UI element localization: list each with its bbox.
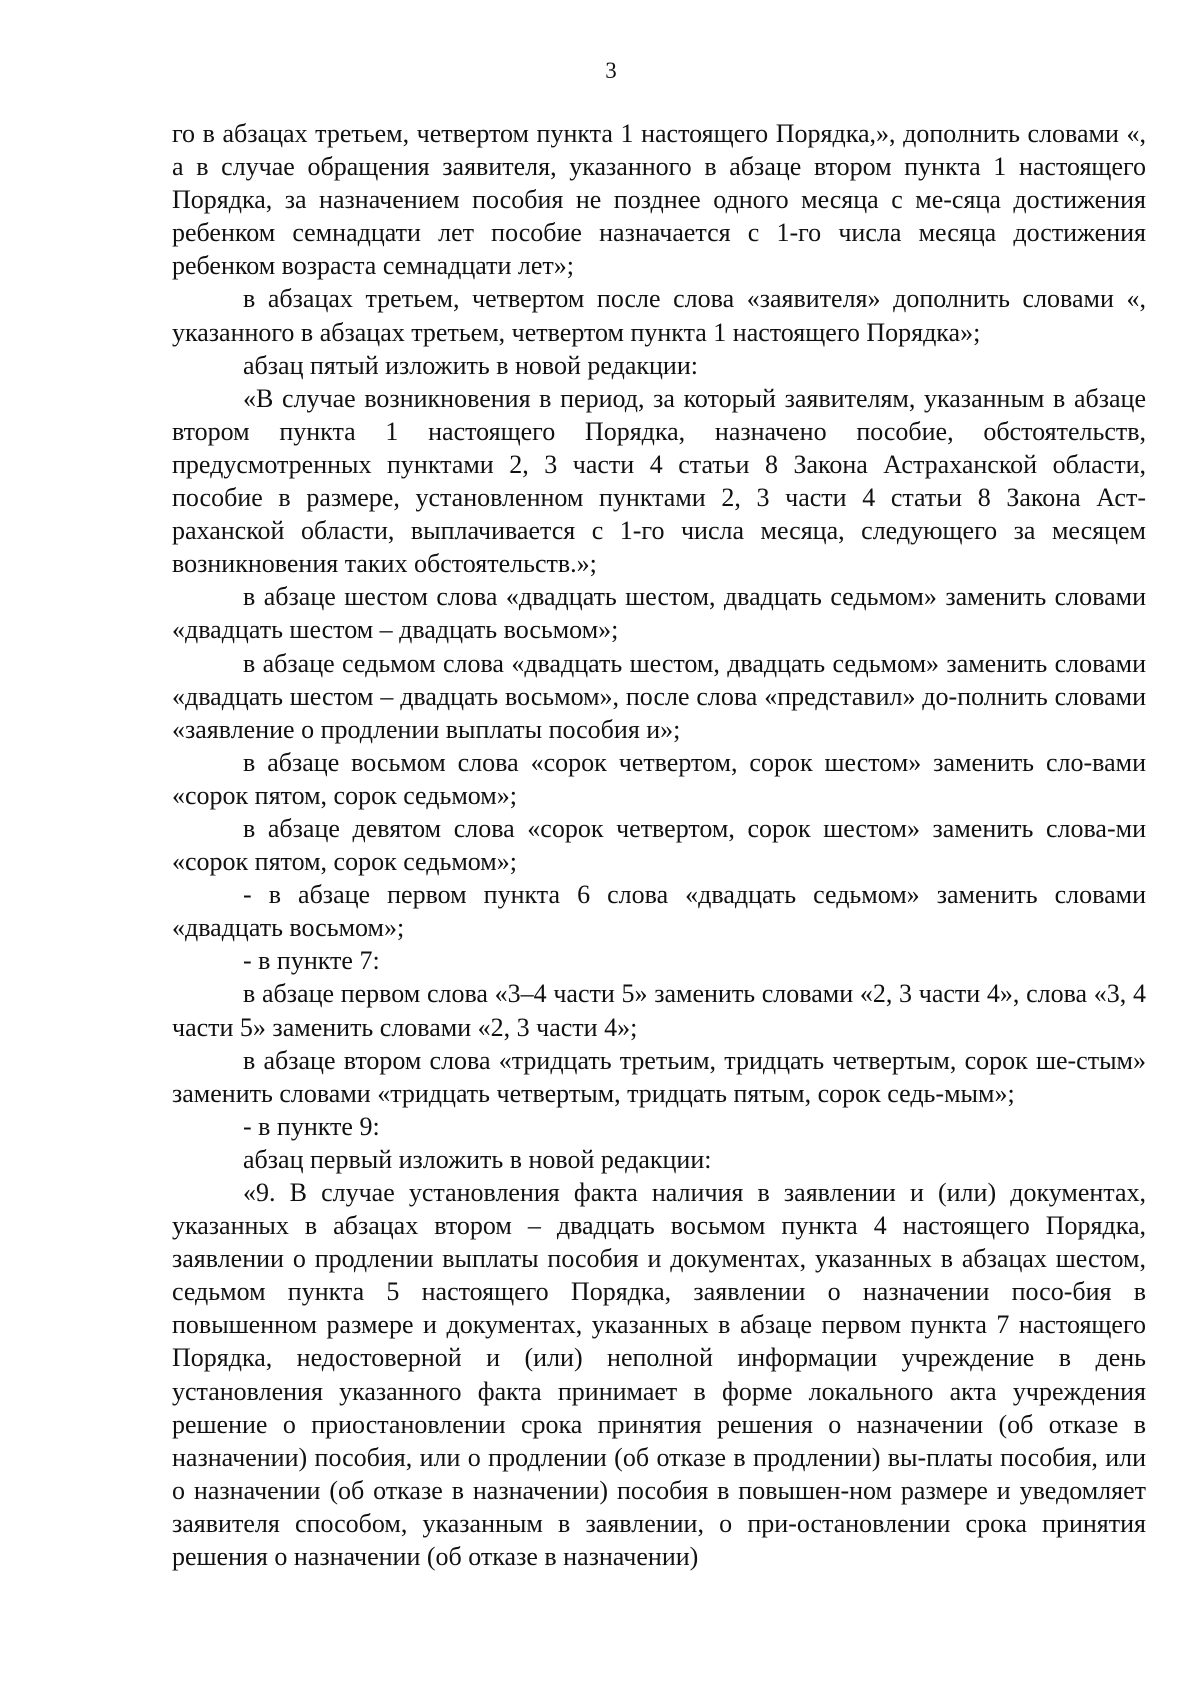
paragraph: в абзаце восьмом слова «сорок четвертом, сорок шестом» заменить сло-вами «сорок пятом, сорок седьмом»; [172,747,1146,810]
paragraph: - в пункте 7: [243,946,380,976]
paragraph: в абзаце первом слова «3–4 части 5» заменить словами «2, 3 части 4», слова «3, 4 части 5» заменить словами «2, 3 части 4»; [172,979,1146,1042]
page-number: 3 [605,58,617,83]
paragraph: «В случае возникновения в период, за который заявителям, указанным в абзаце втором пункта 1 настоящего Порядка, назначено пособие, обстоятельств, предусмотренных пунктами 2, 3 части 4 статьи 8 Закона Астраханской области, пособие в размере, установленном пунктами 2, 3 части 4 статьи 8 Закона Аст-раханской области, выплачивается с 1-го числа месяца, следующего за месяцем возникновения таких обстоятельств.»; [172,383,1146,579]
paragraph: в абзаце девятом слова «сорок четвертом, сорок шестом» заменить слова-ми «сорок пятом, сорок седьмом»; [172,813,1146,877]
paragraph: абзац пятый изложить в новой редакции: [243,350,698,380]
paragraph: в абзаце шестом слова «двадцать шестом, двадцать седьмом» заменить словами «двадцать шестом – двадцать восьмом»; [172,582,1146,645]
paragraph: в абзаце седьмом слова «двадцать шестом, двадцать седьмом» заменить словами «двадцать шестом – двадцать восьмом», после слова «представил» до-полнить словами «заявление о продлении выплаты пособия и»; [172,648,1146,744]
document-body [172,117,1146,1573]
paragraph: - в пункте 9: [243,1111,380,1141]
paragraph: в абзацах третьем, четвертом после слова «заявителя» дополнить словами «, указанного в абзацах третьем, четвертом пункта 1 настоящего Порядка»; [172,284,1146,347]
paragraph: абзац первый изложить в новой редакции: [243,1144,712,1174]
paragraph: - в абзаце первом пункта 6 слова «двадцать седьмом» заменить словами «двадцать восьмом»; [172,880,1146,943]
paragraph: «9. В случае установления факта наличия в заявлении и (или) документах, указанных в абзацах втором – двадцать восьмом пункта 4 настоящего Порядка, заявлении о продлении выплаты пособия и документах, указанных в абзацах шестом, седьмом пункта 5 настоящего Порядка, заявлении о назначении посо-бия в повышенном размере и документах, указанных в абзаце первом пункта 7 настоящего Порядка, недостоверной и (или) неполной информации учреждение в день установления указанного факта принимает в форме локального акта учреждения решение о приостановлении срока принятия решения о назначении (об отказе в назначении) пособия, или о продлении (об отказе в продлении) вы-платы пособия, или о назначении (об отказе в назначении) пособия в повышен-ном размере и уведомляет заявителя способом, указанным в заявлении, о при-остановлении срока принятия решения о назначении (об отказе в назначении) [172,1178,1146,1572]
paragraph: в абзаце втором слова «тридцать третьим, тридцать четвертым, сорок ше-стым» заменить словами «тридцать четвертым, тридцать пятым, сорок седь-мым»; [172,1045,1146,1108]
paragraph: го в абзацах третьем, четвертом пункта 1 настоящего Порядка,», дополнить словами «, а в случае обращения заявителя, указанного в абзаце втором пункта 1 настоящего Порядка, за назначением пособия не позднее одного месяца с ме-сяца достижения ребенком семнадцати лет пособие назначается с 1-го числа месяца достижения ребенком возраста семнадцати лет»; [172,119,1146,281]
